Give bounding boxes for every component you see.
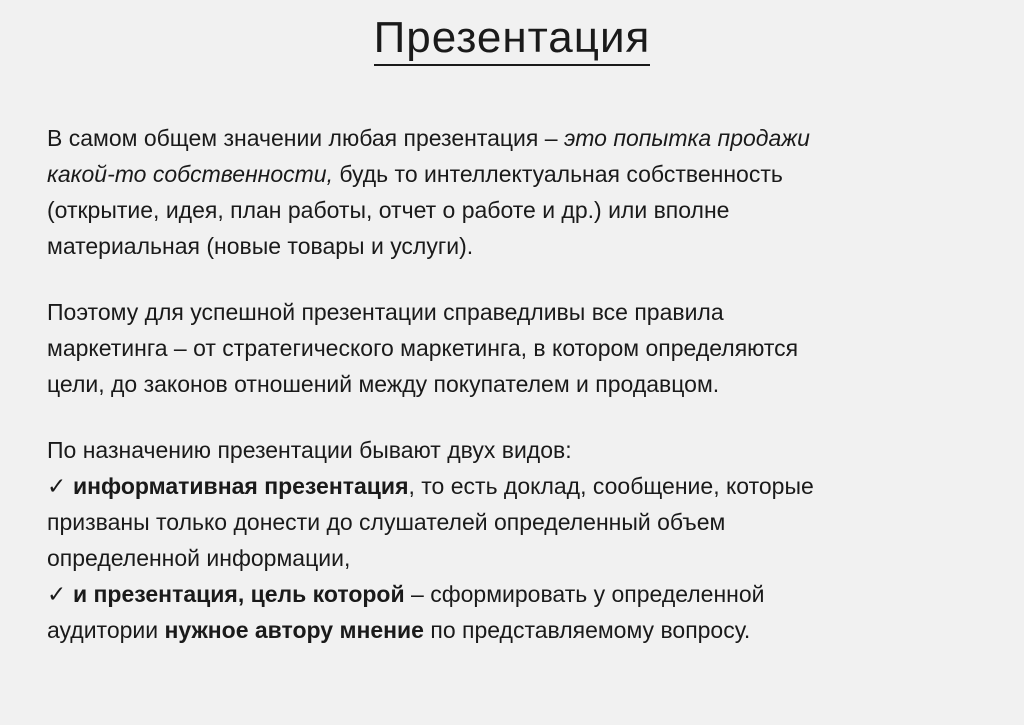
- item1-rest-c: определенной информации,: [47, 545, 351, 571]
- slide-title-container: [0, 8, 1024, 68]
- p2-line3: цели, до законов отношений между покупателем и продавцом.: [47, 371, 720, 397]
- item2-bold: и презентация, цель которой: [73, 581, 405, 607]
- paragraph-types: [47, 432, 947, 648]
- p1-italic-c: какой-то собственности,: [47, 161, 333, 187]
- p3-intro: По назначению презентации бывают двух видов:: [47, 437, 572, 463]
- slide-body: [47, 120, 947, 648]
- item2-rest-b: аудитории: [47, 617, 165, 643]
- p1-text-d: будь то интеллектуальная собственность: [332, 161, 783, 187]
- item1-rest-b: призваны только донести до слушателей определенный объем: [47, 509, 726, 535]
- item2-rest-a: – сформировать у определенной: [404, 581, 765, 607]
- p1-text-a: В самом общем значении любая презентация –: [47, 125, 564, 151]
- p2-line1: Поэтому для успешной презентации справедливы все правила: [47, 299, 724, 325]
- p1-text-f: материальная (новые товары и услуги).: [47, 233, 474, 259]
- item1-bold: информативная презентация: [73, 473, 409, 499]
- p1-italic-b: это попытка продажи: [563, 125, 810, 151]
- check-icon: ✓: [47, 473, 67, 499]
- item2-bold2: нужное автору мнение: [164, 617, 424, 643]
- slide-title: Презентация: [374, 12, 651, 66]
- p2-line2: маркетинга – от стратегического маркетинга, в котором определяются: [47, 335, 799, 361]
- paragraph-marketing: [47, 294, 947, 402]
- item2-rest-c: по представляемому вопросу.: [423, 617, 751, 643]
- check-icon: ✓: [47, 581, 67, 607]
- p1-text-e: (открытие, идея, план работы, отчет о работе и др.) или вполне: [47, 197, 730, 223]
- paragraph-definition: [47, 120, 947, 264]
- item1-rest-a: , то есть доклад, сообщение, которые: [408, 473, 814, 499]
